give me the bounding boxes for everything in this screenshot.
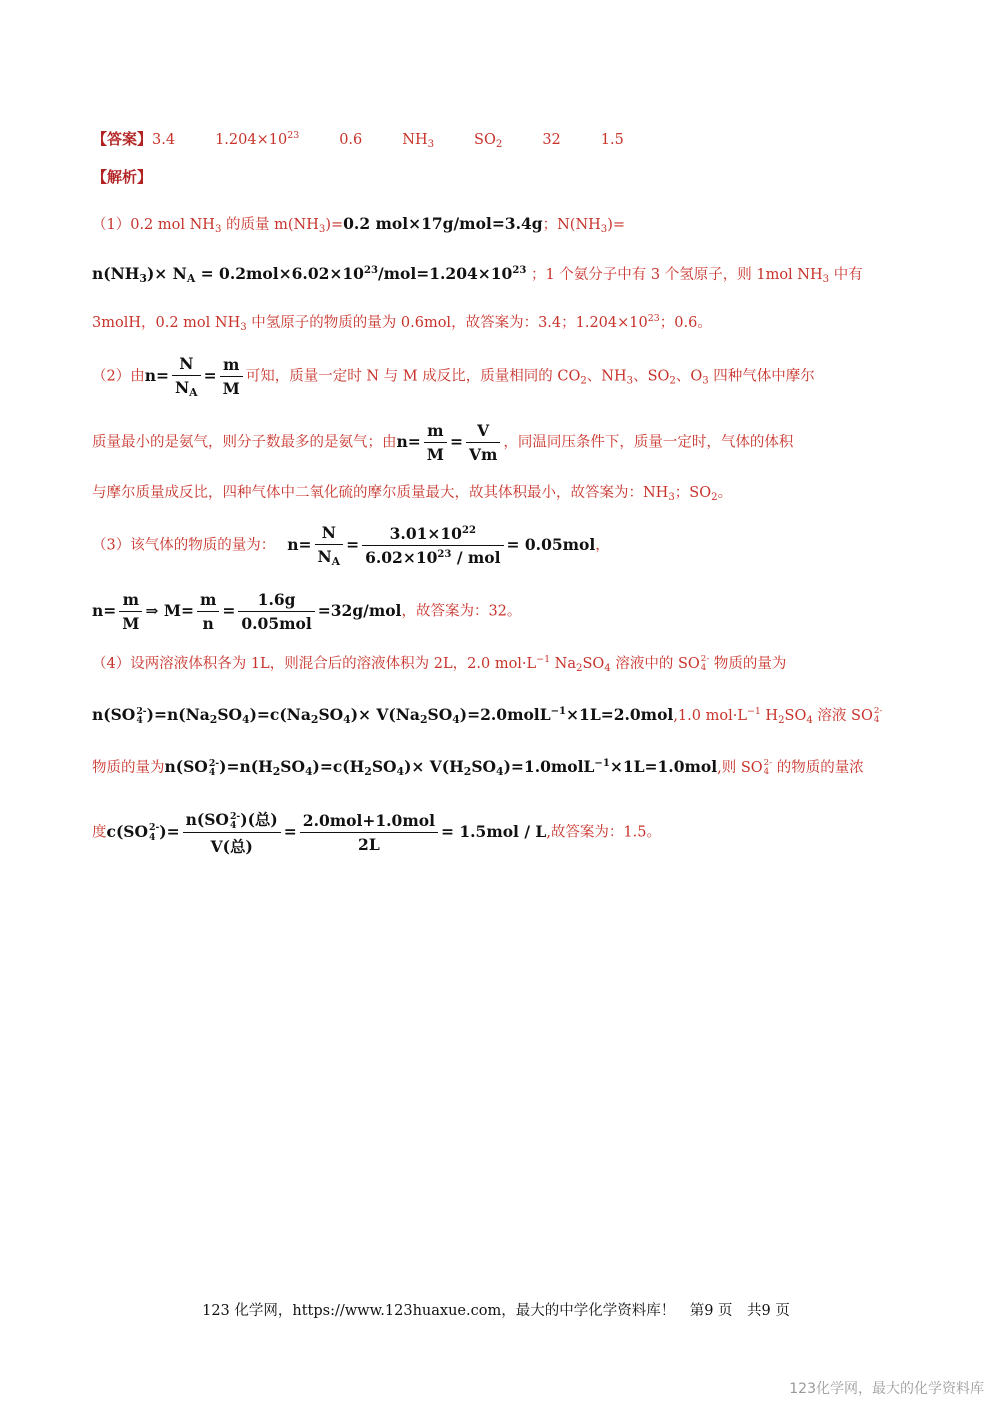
p2-line1: （2）由n= $\frac{N}{N_A}$ = $\frac{m}{M}$ 可知，质量一定时 N 与 M 成反比，质量相同的 $CO_2$、$NH_3$、$SO_2$、$O_3$ 四种气体中摩尔: [92, 354, 815, 399]
answer-value: NH: [402, 132, 428, 148]
answer-value: 3.4: [152, 132, 176, 148]
analysis-label-line: [92, 166, 152, 187]
p1-line1: （1）0.2 mol $NH_3$ 的质量 $m(NH_3)=0.2$ mol×17g/mol=3.4g；$N(NH_3)=$: [92, 214, 626, 235]
p4-line4: 度c(SO 2- 4 )= n(SO 2- 4 )(总) V(总) = $\frac{\text{2.0mol+1.0mol}}{2L}$ = 1.5mol / L,故答案为：1.5。: [92, 810, 661, 857]
p4-line2: n(SO 2- 4 )$=n(Na_2SO_4)=c(Na_2SO_4)\times$ $V(Na_2SO_4)=2.0molL^{-1}\times 1L=2.0mol,1.0$ $mol\cdot L^{-1}$ $H_2SO_4$ 溶液 SO 2- 4: [92, 705, 883, 726]
formula: n= $\frac{m}{M}$ ⇒ M= $\frac{m}{n}$ = $\frac{1.6g}{\text{0.05mol}}$ =32g/mol: [92, 590, 402, 633]
p3-line1: （3）该气体的物质的量为： n= $\frac{N}{N_A}$ = $\frac{3.01\times 10^{22}}{6.02\times 10^{23} / mol}$ = 0.05mol，: [92, 523, 610, 568]
formula: 0.2 mol×17g/mol=3.4g: [343, 214, 543, 233]
answer-value: 32: [542, 132, 561, 148]
p2-line3: 与摩尔质量成反比，四种气体中二氧化硫的摩尔质量最大，故其体积最小，故答案为：$NH_3$；$SO_2$。: [92, 485, 733, 503]
answer-label: 【答案】: [92, 130, 153, 148]
p2-line2: 质量最小的是氨气，则分子数最多的是氨气；由n= $\frac{m}{M}$ = $\frac{V}{Vm}$ ，同温同压条件下，质量一定时，气体的体积: [92, 421, 794, 464]
formula: n= $\frac{N}{N_A}$ = $\frac{m}{M}$: [145, 366, 246, 385]
formula: n(SO 2- 4 )$=n(Na_2SO_4)=c(Na_2SO_4)\times$ $V(Na_2SO_4)=2.0molL^{-1}\times 1L=2.0mol$: [92, 705, 674, 726]
formula: c(SO 2- 4 )= n(SO 2- 4 )(总) V(总) = $\frac{\text{2.0mol+1.0mol}}{2L}$ = 1.5mol / L: [106, 810, 547, 857]
watermark: 123化学网，最大的化学资料库: [789, 1381, 984, 1397]
analysis-label: 【解析】: [92, 168, 153, 186]
page-footer: 123 化学网，https://www.123huaxue.com，最大的中学化学资料库！ 第9 页 共9 页: [202, 1303, 790, 1319]
answer-value: 0.6: [339, 132, 363, 148]
formula: n= $\frac{N}{N_A}$ = $\frac{3.01\times 10^{22}}{6.02\times 10^{23} / mol}$ = 0.05mol: [287, 523, 596, 568]
p4-line1: （4）设两溶液体积各为 1L，则混合后的溶液体积为 2L，2.0 $mol\cdot L^{-1}$ $Na_2SO_4$ 溶液中的 SO 2- 4 物质的量为: [92, 654, 787, 674]
formula: n(SO 2- 4 )$=n(H_2SO_4)=c(H_2SO_4)\times$ $V(H_2SO_4)=1.0molL^{-1}\times 1L=1.0mol$: [164, 757, 718, 778]
p3-line2: n= $\frac{m}{M}$ ⇒ M= $\frac{m}{n}$ = $\frac{1.6g}{\text{0.05mol}}$ =32g/mol，故答案为：32。: [92, 590, 522, 633]
formula: n= $\frac{m}{M}$ = $\frac{V}{Vm}$: [397, 432, 504, 451]
answer-line: 【答案】3.4 $1.204\times 10^{23}$ 0.6 $NH_3$ $SO_2$ 32 1.5: [92, 130, 624, 150]
p4-line3: 物质的量为n(SO 2- 4 )$=n(H_2SO_4)=c(H_2SO_4)\times$ $V(H_2SO_4)=1.0molL^{-1}\times 1L=1.0mol$,则 SO 2- 4 的物质的量浓: [92, 757, 864, 778]
p1-line3: 3molH，0.2 mol $NH_3$ 中氢原子的物质的量为 0.6mol，故答案为：3.4；$1.204\times 10^{23}$；0.6。: [92, 313, 712, 333]
answer-value: SO: [474, 132, 496, 148]
formula: $n(NH_3)\times N_A = 0.2mol\times 6.02\times 10^{23}/mol=1.204\times 10^{23}$: [92, 264, 527, 285]
answer-value: 1.204×10: [215, 132, 288, 148]
p1-line2: $n(NH_3)\times N_A = 0.2mol\times 6.02\times 10^{23}/mol=1.204\times 10^{23}$ ；1 个氨分子中有 3 个氢原子，则 1mol $NH_3$ 中有: [92, 264, 863, 285]
answer-value: 1.5: [600, 132, 624, 148]
